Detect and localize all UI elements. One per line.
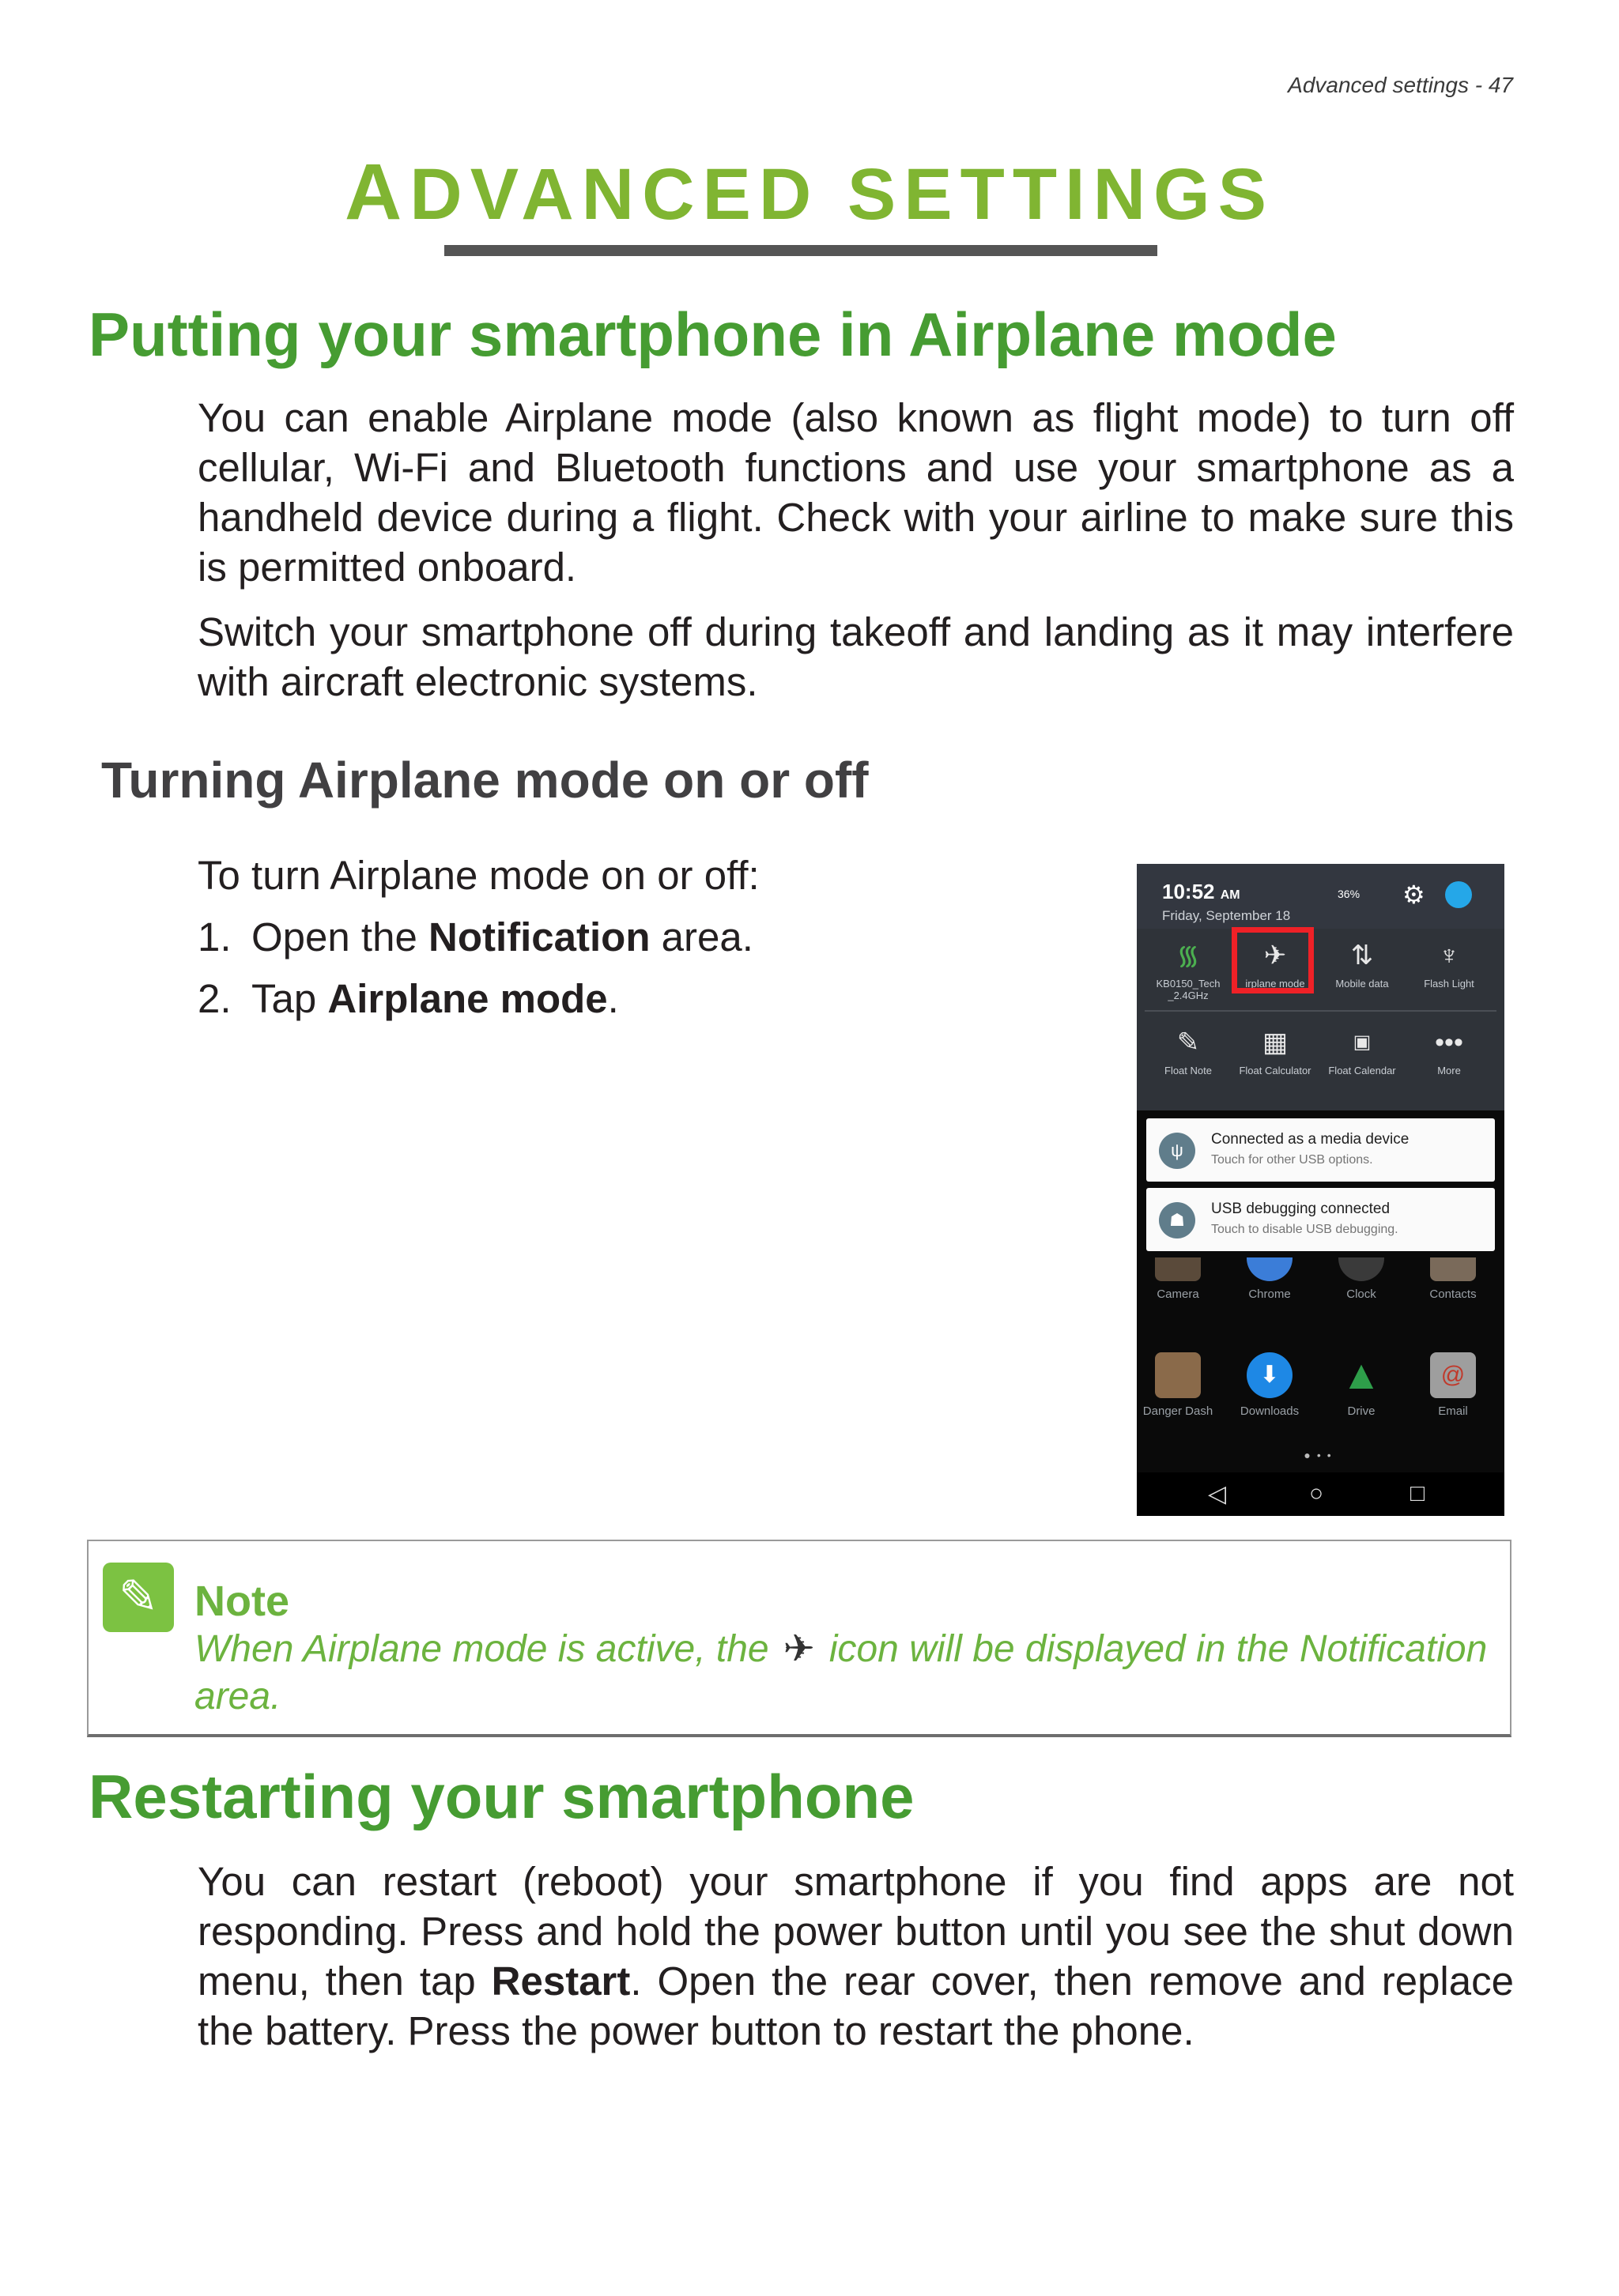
phone-time xyxy=(1162,880,1240,904)
step-number: 2. xyxy=(198,976,232,1021)
tile-divider xyxy=(1145,1010,1496,1012)
note-title: Note xyxy=(194,1578,289,1625)
user-avatar-icon[interactable] xyxy=(1445,881,1472,908)
tile-float-calendar[interactable] xyxy=(1319,1027,1406,1076)
tile-more[interactable] xyxy=(1406,1027,1493,1076)
danger-dash-icon xyxy=(1155,1352,1201,1398)
usb-icon: ψ xyxy=(1159,1133,1195,1169)
step-1 xyxy=(198,912,753,962)
restart-text: You can restart (reboot) your smartphone if you find apps are not responding. Press and hold the power button until you see the shut down menu, then tap xyxy=(198,1859,1514,2004)
app-drive[interactable] xyxy=(1318,1352,1405,1418)
notification-title: Connected as a media device xyxy=(1211,1131,1410,1148)
clock-icon xyxy=(1338,1257,1384,1281)
paperclip-icon: ✎ xyxy=(103,1563,174,1632)
tile-label: Mobile data xyxy=(1335,978,1389,990)
battery-indicator: 36% xyxy=(1338,888,1360,900)
more-icon: ••• xyxy=(1435,1027,1463,1058)
tile-wifi[interactable] xyxy=(1145,940,1232,1001)
float-note-icon: ✎ xyxy=(1176,1027,1200,1058)
tile-flashlight[interactable] xyxy=(1406,940,1493,990)
chrome-icon xyxy=(1247,1257,1293,1281)
chapter-rule xyxy=(444,245,1157,256)
step-bold: Notification xyxy=(428,914,651,959)
app-label: Email xyxy=(1438,1404,1468,1418)
note-text xyxy=(194,1626,1507,1721)
step-number: 1. xyxy=(198,914,232,959)
note-text-after: icon will be displayed in the Notification area. xyxy=(194,1628,1488,1717)
app-clock[interactable] xyxy=(1318,1257,1405,1301)
notification-subtitle: Touch for other USB options. xyxy=(1211,1153,1373,1167)
section-heading-restart: Restarting your smartphone xyxy=(89,1762,915,1831)
airplane-icon: ✈ xyxy=(1263,941,1287,971)
gear-icon[interactable]: ⚙ xyxy=(1402,880,1425,909)
chapter-title xyxy=(0,147,1619,238)
android-icon: ☗ xyxy=(1159,1202,1195,1238)
airplane-warning-paragraph: Switch your smartphone off during takeoff and landing as it may interfere with aircraft electronic systems. xyxy=(198,609,1514,704)
tile-label: Float Calculator xyxy=(1239,1065,1311,1076)
contacts-icon xyxy=(1430,1257,1476,1281)
home-icon[interactable]: ○ xyxy=(1309,1480,1324,1506)
restart-paragraph xyxy=(198,1857,1514,2056)
tile-label: More xyxy=(1437,1065,1461,1076)
app-label: Chrome xyxy=(1248,1287,1291,1301)
app-label: Downloads xyxy=(1240,1404,1300,1418)
navigation-bar xyxy=(1137,1472,1504,1516)
app-label: Danger Dash xyxy=(1142,1404,1213,1418)
step-text: area. xyxy=(650,914,753,959)
airplane-icon: ✈ xyxy=(783,1628,815,1670)
phone-date: Friday, September 18 xyxy=(1162,908,1291,923)
tile-label: Flash Light xyxy=(1424,978,1474,990)
airplane-intro-paragraph: You can enable Airplane mode (also known as flight mode) to turn off cellular, Wi-Fi and Bluetooth functions and use your smartphone as a handheld device during a flight. Check with your airline to make sure this is permitted onboard. xyxy=(198,395,1514,590)
camera-icon xyxy=(1155,1257,1201,1281)
app-email[interactable] xyxy=(1410,1352,1496,1418)
step-text: Tap xyxy=(251,976,328,1021)
tile-label: irplane mode xyxy=(1245,978,1305,990)
app-downloads[interactable] xyxy=(1226,1352,1313,1418)
calendar-icon: ▣ xyxy=(1353,1031,1372,1053)
quick-settings-panel xyxy=(1137,929,1504,1110)
notification-subtitle: Touch to disable USB debugging. xyxy=(1211,1223,1398,1236)
back-icon[interactable]: ◁ xyxy=(1208,1481,1227,1507)
app-label: Camera xyxy=(1157,1287,1199,1301)
app-danger-dash[interactable] xyxy=(1137,1352,1221,1418)
tile-label: KB0150_Tech _2.4GHz xyxy=(1156,978,1221,1001)
section-heading-airplane: Putting your smartphone in Airplane mode xyxy=(89,300,1337,369)
restart-text: . Open the rear cover, then remove and replace the battery. Press the power button to restart the phone. xyxy=(198,1959,1514,2053)
app-label: Clock xyxy=(1346,1287,1376,1301)
step-text: Open the xyxy=(251,914,428,959)
airplane-tile-highlight xyxy=(1232,927,1314,993)
notification-usb-debugging[interactable] xyxy=(1146,1188,1495,1251)
notification-title: USB debugging connected xyxy=(1211,1201,1391,1217)
app-camera[interactable] xyxy=(1137,1257,1221,1301)
app-label: Contacts xyxy=(1429,1287,1477,1301)
step-2 xyxy=(198,974,619,1024)
note-text-before: When Airplane mode is active, the xyxy=(194,1628,769,1670)
subsection-heading: Turning Airplane mode on or off xyxy=(101,752,869,809)
calculator-icon: ▦ xyxy=(1262,1027,1289,1058)
chapter-title-initial: A xyxy=(345,148,410,236)
chapter-title-rest: DVANCED SETTINGS xyxy=(409,154,1274,235)
tile-label: Float Calendar xyxy=(1328,1065,1396,1076)
phone-ampm: AM xyxy=(1220,888,1240,902)
tile-mobile-data[interactable] xyxy=(1319,940,1406,990)
wifi-icon: ᯾ xyxy=(1176,941,1200,971)
app-contacts[interactable] xyxy=(1410,1257,1496,1301)
step-text: . xyxy=(607,976,619,1021)
mobile-data-icon: ⇅ xyxy=(1350,941,1374,971)
app-label: Drive xyxy=(1347,1404,1376,1418)
recents-icon[interactable]: □ xyxy=(1410,1480,1425,1506)
running-head: Advanced settings - 47 xyxy=(1288,73,1513,97)
app-chrome[interactable] xyxy=(1226,1257,1313,1301)
phone-screenshot xyxy=(1137,864,1504,1516)
step-bold: Airplane mode xyxy=(327,976,608,1021)
flashlight-icon: ♆ xyxy=(1439,941,1459,971)
download-icon: ⬇ xyxy=(1247,1352,1293,1398)
page-indicator: ●•• xyxy=(1304,1449,1338,1461)
email-icon: @ xyxy=(1430,1352,1476,1398)
tile-float-note[interactable] xyxy=(1145,1027,1232,1076)
phone-time-value: 10:52 xyxy=(1162,880,1215,903)
drive-icon: ▲ xyxy=(1341,1352,1382,1398)
tile-float-calculator[interactable] xyxy=(1232,1027,1319,1076)
steps-intro: To turn Airplane mode on or off: xyxy=(198,853,760,898)
restart-bold: Restart xyxy=(491,1959,631,2004)
tile-label: Float Note xyxy=(1164,1065,1212,1076)
notification-usb-media[interactable] xyxy=(1146,1118,1495,1182)
